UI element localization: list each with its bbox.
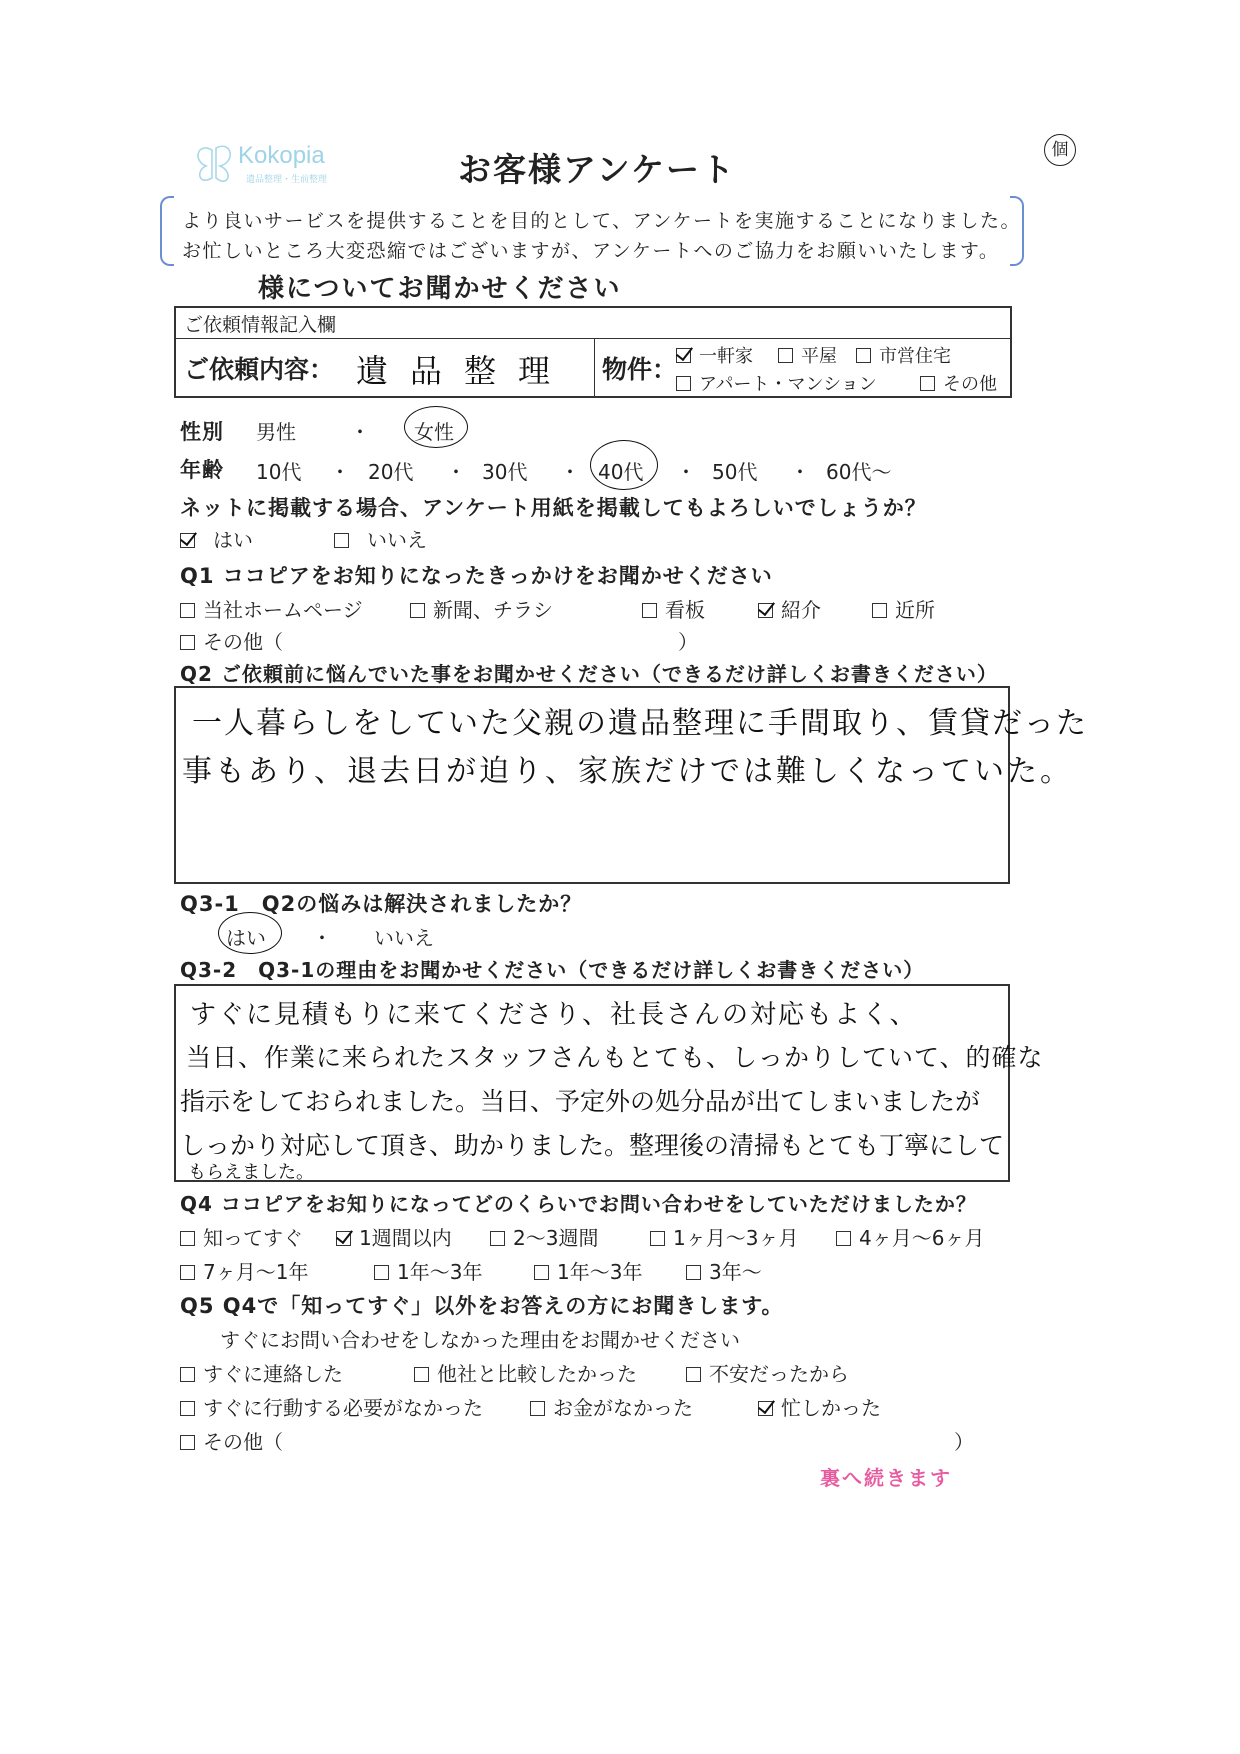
q4-checkbox[interactable] <box>374 1265 389 1280</box>
q5-option-other[interactable]: その他（ <box>180 1426 283 1455</box>
gender-selected-circle <box>404 406 468 448</box>
logo <box>190 140 360 195</box>
net-yes-option[interactable]: はい <box>180 524 253 553</box>
request-info-divider <box>176 338 1010 339</box>
q5-question: Q5 Q4で「知ってすぐ」以外をお答えの方にお聞きします。 <box>180 1294 784 1318</box>
q2-answer-line: 一人暮らしをしていた父親の遺品整理に手間取り、賃貸だった <box>192 706 1088 741</box>
q4-checkbox[interactable] <box>490 1231 505 1246</box>
property-checkbox[interactable] <box>856 348 871 363</box>
q5-option[interactable]: すぐに連絡した <box>180 1358 343 1387</box>
logo-brand: Kokopia <box>238 142 325 169</box>
gender-sep: ・ <box>350 420 370 444</box>
q1-option-newspaper[interactable]: 新聞、チラシ <box>410 594 553 623</box>
q3-1-question: Q3-1 Q2の悩みは解決されましたか？ <box>180 892 583 916</box>
q5-option[interactable]: 他社と比較したかった <box>414 1358 637 1387</box>
q4-option[interactable]: 知ってすぐ <box>180 1222 303 1251</box>
q1-option-neighborhood[interactable]: 近所 <box>872 594 935 623</box>
q4-checkbox[interactable] <box>180 1265 195 1280</box>
q5-checkbox[interactable] <box>414 1367 429 1382</box>
q5-subtext: すぐにお問い合わせをしなかった理由をお聞かせください <box>220 1328 740 1352</box>
age-label: 年齢 <box>180 458 224 482</box>
q3-2-answer-line: すぐに見積もりに来てくださり、社長さんの対応もよく、 <box>190 1000 918 1030</box>
net-yes-checkbox[interactable] <box>180 533 195 548</box>
q1-option-referral[interactable]: 紹介 <box>758 594 821 623</box>
q1-checkbox[interactable] <box>180 603 195 618</box>
property-option-hiraya[interactable]: 平屋 <box>778 342 837 368</box>
age-sep: ・ <box>330 460 350 484</box>
q3-2-question: Q3-2 Q3-1の理由をお聞かせください（できるだけ詳しくお書きください） <box>180 958 925 982</box>
property-checkbox[interactable] <box>778 348 793 363</box>
age-sep: ・ <box>446 460 466 484</box>
section-heading: 様についてお聞かせください <box>258 274 622 304</box>
q5-checkbox[interactable] <box>180 1435 195 1450</box>
q4-checkbox[interactable] <box>836 1231 851 1246</box>
age-40s[interactable]: 40代 <box>598 460 644 484</box>
request-info-header: ご依頼情報記入欄 <box>184 314 337 336</box>
q3-1-no[interactable]: いいえ <box>374 926 434 950</box>
request-content-label: ご依頼内容： <box>184 355 335 384</box>
gender-female[interactable]: 女性 <box>414 420 454 444</box>
q3-2-answer-box <box>174 984 1044 1183</box>
property-checkbox[interactable] <box>676 348 691 363</box>
q4-checkbox[interactable] <box>686 1265 701 1280</box>
q1-checkbox[interactable] <box>180 635 195 650</box>
q5-checkbox[interactable] <box>758 1401 773 1416</box>
page-title: お客様アンケート <box>458 150 737 189</box>
property-checkbox[interactable] <box>920 376 935 391</box>
butterfly-logo-icon <box>190 140 240 190</box>
request-info-box <box>174 306 1012 398</box>
q5-checkbox[interactable] <box>180 1367 195 1382</box>
q4-option[interactable]: 2～3週間 <box>490 1222 598 1251</box>
q3-2-answer-line: しっかり対応して頂き、助かりました。整理後の清掃もとても丁寧にして <box>180 1131 1005 1160</box>
q1-checkbox[interactable] <box>758 603 773 618</box>
net-no-option[interactable]: いいえ <box>334 524 427 553</box>
q3-2-answer-line: 当日、作業に来られたスタッフさんもとても、しっかりしていて、的確な <box>186 1043 1044 1072</box>
q5-checkbox[interactable] <box>530 1401 545 1416</box>
logo-tagline: 遺品整理・生前整理 <box>246 175 328 185</box>
age-sep: ・ <box>790 460 810 484</box>
q5-other-close: ） <box>954 1430 974 1454</box>
q1-checkbox[interactable] <box>642 603 657 618</box>
q4-option[interactable]: 3年～ <box>686 1256 762 1285</box>
q4-question: Q4 ココピアをお知りになってどのくらいでお問い合わせをしていただけましたか？ <box>180 1192 977 1216</box>
age-sep: ・ <box>676 460 696 484</box>
q3-2-answer-line: 指示をしておられました。当日、予定外の処分品が出てしまいましたが <box>180 1087 981 1116</box>
age-selected-circle <box>590 440 658 490</box>
q4-option[interactable]: 4ヶ月～6ヶ月 <box>836 1222 984 1251</box>
q1-option-homepage[interactable]: 当社ホームページ <box>180 594 363 623</box>
q4-option[interactable]: 1週間以内 <box>336 1222 452 1251</box>
q3-1-yes[interactable]: はい <box>226 926 266 950</box>
net-question: ネットに掲載する場合、アンケート用紙を掲載してもよろしいでしょうか？ <box>180 496 927 520</box>
q5-checkbox[interactable] <box>686 1367 701 1382</box>
q3-1-sep: ・ <box>312 926 332 950</box>
property-label: 物件： <box>602 355 678 384</box>
q1-option-other[interactable]: その他（ <box>180 626 283 655</box>
q4-checkbox[interactable] <box>534 1265 549 1280</box>
q5-option[interactable]: すぐに行動する必要がなかった <box>180 1392 483 1421</box>
corner-mark-text: 個 <box>1051 140 1069 160</box>
age-20s[interactable]: 20代 <box>368 460 414 484</box>
q2-answer-line: 事もあり、退去日が迫り、家族だけでは難しくなっていた。 <box>182 754 1073 789</box>
property-option-other[interactable]: その他 <box>920 370 997 396</box>
q5-option[interactable]: 不安だったから <box>686 1358 849 1387</box>
age-60s[interactable]: 60代～ <box>826 460 892 484</box>
q4-option[interactable]: 1年～3年 <box>534 1256 642 1285</box>
q4-option[interactable]: 1ヶ月～3ヶ月 <box>650 1222 798 1251</box>
q4-option[interactable]: 7ヶ月～1年 <box>180 1256 308 1285</box>
property-checkbox[interactable] <box>676 376 691 391</box>
q1-question: Q1 ココピアをお知りになったきっかけをお聞かせください <box>180 564 773 588</box>
q4-checkbox[interactable] <box>180 1231 195 1246</box>
q1-other-close: ） <box>678 630 698 654</box>
q4-checkbox[interactable] <box>336 1231 351 1246</box>
age-sep: ・ <box>560 460 580 484</box>
property-option-shiei[interactable]: 市営住宅 <box>856 342 951 368</box>
q1-checkbox[interactable] <box>410 603 425 618</box>
q3-2-answer-line: もらえました。 <box>188 1162 314 1183</box>
q5-option[interactable]: お金がなかった <box>530 1392 693 1421</box>
net-no-checkbox[interactable] <box>334 533 349 548</box>
q5-option[interactable]: 忙しかった <box>758 1392 881 1421</box>
q2-answer-box <box>174 686 1088 884</box>
intro-line-2: お忙しいところ大変恐縮ではございますが、アンケートへのご協力をお願いいたします。 <box>182 240 1000 262</box>
intro-bracket-left <box>160 196 174 266</box>
age-50s[interactable]: 50代 <box>712 460 758 484</box>
q2-question: Q2 ご依頼前に悩んでいた事をお聞かせください（できるだけ詳しくお書きください） <box>180 662 998 686</box>
intro-line-1: より良いサービスを提供することを目的として、アンケートを実施することになりました。 <box>182 210 1021 232</box>
age-30s[interactable]: 30代 <box>482 460 528 484</box>
request-info-middle-divider <box>594 338 595 396</box>
request-content-value: 遺品整理 <box>356 352 573 390</box>
q4-option[interactable]: 1年～3年 <box>374 1256 482 1285</box>
property-option-apartment[interactable]: アパート・マンション <box>676 370 877 396</box>
age-10s[interactable]: 10代 <box>256 460 302 484</box>
q1-checkbox[interactable] <box>872 603 887 618</box>
q5-checkbox[interactable] <box>180 1401 195 1416</box>
q4-checkbox[interactable] <box>650 1231 665 1246</box>
footer-note: 裏へ続きます <box>820 1466 952 1490</box>
property-option-ikkenya[interactable]: 一軒家 <box>676 342 753 368</box>
q3-1-selected-circle <box>218 912 282 954</box>
gender-label: 性別 <box>180 420 224 444</box>
corner-mark <box>1044 134 1076 166</box>
q1-option-signboard[interactable]: 看板 <box>642 594 705 623</box>
gender-male[interactable]: 男性 <box>256 420 296 444</box>
